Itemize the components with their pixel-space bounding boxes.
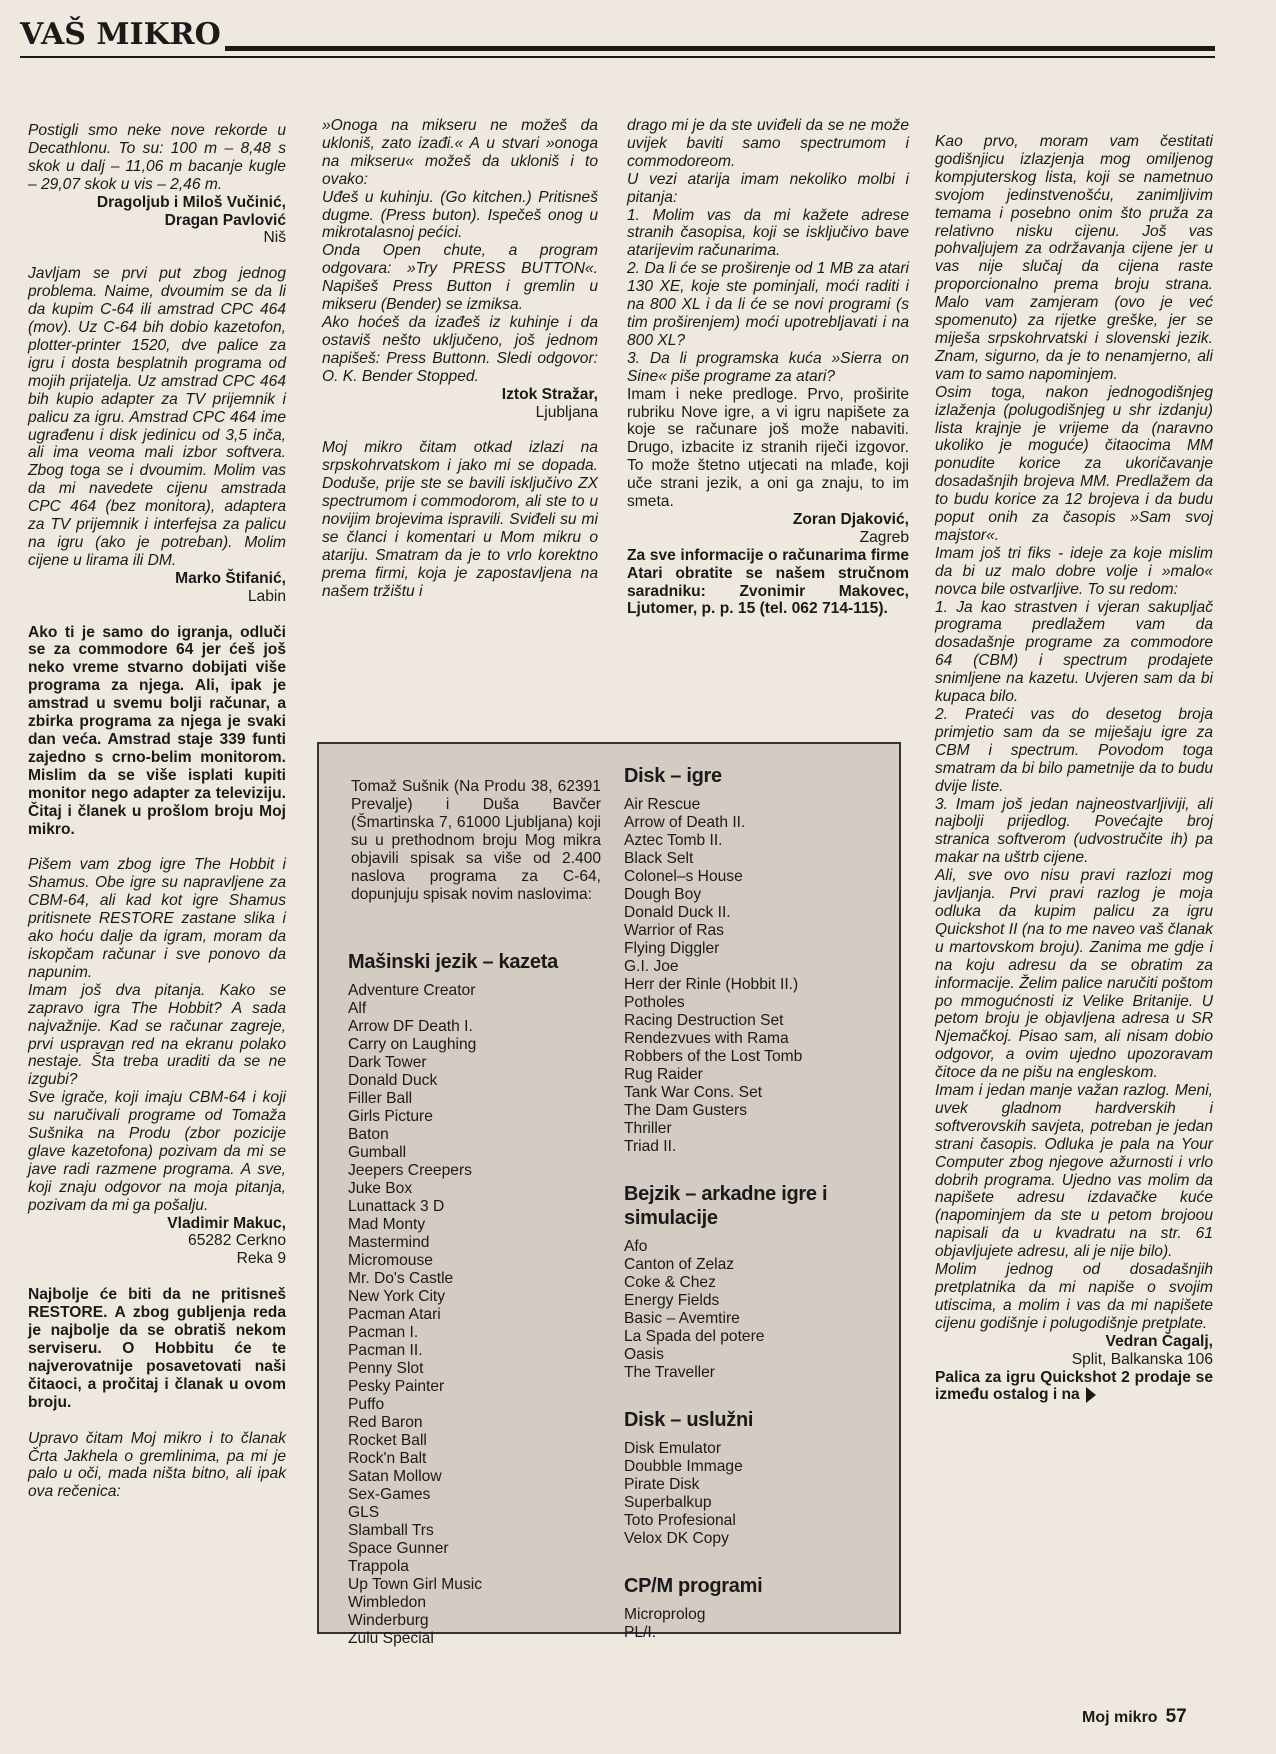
program-list [348, 982, 598, 1648]
signature [322, 386, 598, 422]
list-item: Space Gunner [348, 1540, 449, 1557]
list-item: Dough Boy [624, 886, 702, 903]
program-list-box [317, 742, 901, 1647]
list-item: Up Town Girl Music [348, 1576, 483, 1593]
list-item: Rug Raider [624, 1066, 703, 1083]
list-item: Basic – Avemtire [624, 1310, 740, 1327]
signature-name: Dragan Pavlović [164, 211, 286, 229]
list-item: Aztec Tomb II. [624, 832, 723, 849]
list-item: Filler Ball [348, 1090, 413, 1107]
list-item: Donald Duck [348, 1072, 438, 1089]
signature-city: Labin [247, 587, 286, 605]
list-item: Mad Monty [348, 1216, 426, 1233]
signature-name: Zoran Djaković, [792, 510, 909, 528]
signature-name: Iztok Stražar, [501, 385, 598, 403]
page-footer [1082, 1706, 1187, 1728]
signature [935, 1333, 1213, 1369]
column-1 [28, 122, 286, 1501]
list-item: Wimbledon [348, 1594, 426, 1611]
list-item: Toto Profesional [624, 1512, 736, 1529]
letter-text: drago mi je da ste uviđeli da se ne može uvijek baviti samo spectrumom i commodoreom. [627, 117, 909, 170]
letter-text: 2. Da li će se proširenje od 1 MB za atari 130 XE, koje ste pominjali, moći raditi i na 800 XL i da li će se novi programi (s tim proširenjem) moći upotrebljavati i na 800 XL? [627, 260, 909, 349]
list-item: Triad II. [624, 1138, 677, 1155]
letter-text: Imam još tri fiks - ideje za koje mislim da bi uz malo dobre volje i »malo« novca bile ostvarljive. To su redom: [935, 544, 1213, 598]
category-heading: Disk – igre [624, 765, 722, 787]
letter-text: U vezi atarija imam nekoliko molbi i pitanja: [627, 170, 909, 206]
list-item: Oasis [624, 1346, 664, 1363]
reply-text: Palica za igru Quickshot 2 prodaje se između ostalog i na [935, 1368, 1213, 1404]
letter-text: 1. Ja kao strastven i vjeran sakupljač programa predlažem vam da dosadašnje programe za commodore 64 (CBM) i spectrum prodajete snimljene na kazetu. Uvjeren sam da bi kupaca bilo. [935, 598, 1213, 706]
letter-text: Kao prvo, moram vam čestitati godišnjicu izlazjenja mog omiljenog kompjuterskog lista, koji se nametnuo svojom jedinstvenošću, zanimljivim temama i posebno onim što pruža za relativno nisku cijenu. Još vas pohvaljujem za održavanja cijene jer u vas nije slučaj da cijena raste proporcionalno prema broju strana. Malo vam zamjeram (ovo je već spomenuto) za rijetke greške, jer se miješa srpskohrvatski i slovenski jezik. Znam, sigurno, da je to nenamjerno, ali vam to samo napominjem. [935, 133, 1213, 383]
list-item: Jeepers Creepers [348, 1162, 472, 1179]
list-item: New York City [348, 1288, 446, 1305]
letter-text: Javljam se prvi put zbog jednog problema. Naime, dvoumim se da li da kupim C-64 ili amstrad CPC 464 (mov). Uz C-64 bih dobio kazetofon, plotter-printer 1520, dve palice za igru i dosta besplatnih programa od mojih prijatelja. Uz amstrad CPC 464 bih kupio adapter za TV prijemnik i palicu za igru. Amstrad CPC 464 ime ugrađenu i disk jedinicu od 3,5 inča, ali ima veoma mali izbor softvera. Zbog toga se i dvoumim. Molim vas da mi navedete cijenu amstrada CPC 464 (bez monitora), adaptera za TV prijemnik i interfejsa za palicu na igru (ako je potreban). Molim cijene u lirama ili DM. [28, 265, 286, 569]
list-item: Girls Picture [348, 1108, 433, 1125]
list-item: Micromouse [348, 1252, 433, 1269]
list-item: Pesky Painter [348, 1378, 445, 1395]
editor-reply: Najbolje će biti da ne pritisneš RESTORE. A zbog gubljenja reda je najbolje da se obratiš nekom serviseru. O Hobbitu će te najverovatnije posavetovati naši čitaoci, a pročitaj i članak u ovom broju. [28, 1286, 286, 1411]
letter-text: Imam i jedan manje važan razlog. Meni, uvek gladnom hardverskih i softverovskih savjeta, potreban je jedan strani časopis. Odluka je pala na Your Computer zbog njegove ažurnosti i vrlo dobrih programa. Ujedno vas molim da napišete adresu izdavačke kuće (napominjem da ste u petom brojoou napisali da u kvadratu na str. 61 objavljujete adresu, ali je nije bilo). [935, 1082, 1213, 1261]
list-item: Flying Diggler [624, 940, 720, 957]
category-heading: Disk – uslužni [624, 1409, 754, 1431]
category-heading: Mašinski jezik – kazeta [348, 951, 558, 973]
letter-text: 3. Imam još jedan najneostvarljiviji, ali najbolji prijedlog. Povećajte broj stranica softverom (udvostručite ih) pa makar na uštrb cijene. [935, 795, 1213, 867]
editor-reply [935, 1369, 1213, 1405]
list-item: Air Rescue [624, 796, 701, 813]
category-heading: CP/M programi [624, 1575, 763, 1597]
magazine-name: Moj mikro [1082, 1709, 1158, 1726]
column-3 [627, 117, 909, 618]
list-item: Arrow of Death II. [624, 814, 746, 831]
signature-name: Vladimir Makuc, [167, 1214, 286, 1232]
list-item: Tank War Cons. Set [624, 1084, 763, 1101]
signature-city: Niš [263, 229, 286, 247]
letter-text: Uđeš u kuhinju. (Go kitchen.) Pritisneš dugme. (Press buton). Ispečeš onog u mikrotalasnoj pećici. [322, 188, 598, 242]
list-item: Carry on Laughing [348, 1036, 477, 1053]
program-list [624, 1238, 884, 1382]
list-item: Donald Duck II. [624, 904, 731, 921]
list-item: Mr. Do's Castle [348, 1270, 454, 1287]
program-list [624, 796, 884, 1156]
category-heading: Bejzik – arkadne igre i simulacije [624, 1183, 828, 1229]
signature-address: Split, Balkanska 106 [1071, 1350, 1213, 1368]
section-title: VAŠ MIKRO [20, 17, 221, 52]
column-4 [935, 133, 1213, 1404]
letter-text: Ako hoćeš da izađeš iz kuhinje i da ostaviš nešto uključeno, još jednom napišeš: Press Buttonn. Sledi odgovor: O. K. Bender Stopped. [322, 313, 598, 385]
signature-city: Ljubljana [535, 403, 598, 421]
list-item: Warrior of Ras [624, 922, 724, 939]
list-item: Afo [624, 1238, 648, 1255]
program-list [624, 1606, 884, 1642]
list-item: Coke & Chez [624, 1274, 716, 1291]
list-left [348, 950, 598, 1648]
signature [627, 511, 909, 547]
continue-arrow-icon [1086, 1387, 1096, 1403]
list-item: Adventure Creator [348, 982, 476, 999]
list-item: Canton of Zelaz [624, 1256, 735, 1273]
list-item: Microprolog [624, 1606, 706, 1623]
list-item: G.I. Joe [624, 958, 679, 975]
editor-reply: Za sve informacije o računarima firme Atari obratite se našem stručnom saradniku: Zvonimir Makovec, Ljutomer, p. p. 15 (tel. 062 714-115). [627, 546, 909, 618]
letter-text: »Onoga na mikseru ne možeš da ukloniš, zato izađi.« A u stvari »onoga na mikseru« možeš da ukloniš i to ovako: [322, 117, 598, 188]
letter-text: 3. Da li programska kuća »Sierra on Sine« piše programe za atari? [627, 349, 909, 385]
signature-city: Zagreb [859, 528, 909, 546]
signature [28, 1215, 286, 1269]
list-item: Doubble Immage [624, 1458, 743, 1475]
list-item: Black Selt [624, 850, 694, 867]
signature-address: Reka 9 [236, 1250, 286, 1268]
letter-text: Imam i neke predloge. Prvo, proširite rubriku Nove igre, a vi igru napišete za koje se računare još može nabaviti. Drugo, izbacite iz stranih riječi izgovor. To može štetno utjecati na mlađe, koji uče strani jezik, a oni ga znaju, to im smeta. [627, 385, 909, 511]
list-item: Velox DK Copy [624, 1530, 729, 1547]
column-2 [322, 117, 598, 601]
editor-reply: Ako ti je samo do igranja, odluči se za commodore 64 jer ćeš još neko vreme stvarno dobijati više programa za njega. Ali, ipak je amstrad u svemu bolji računar, a zbirka programa za njega je svaki dan veća. Amstrad staje 339 funti zajedno s crno-belim monitorom. Mislim da se više isplati kupiti monitor nego adapter za televiziju. Čitaj i članek u prošlom broju Moj mikro. [28, 623, 286, 838]
list-item: Energy Fields [624, 1292, 720, 1309]
list-item: Superbalkup [624, 1494, 712, 1511]
list-intro: Tomaž Sušnik (Na Produ 38, 62391 Prevalje) i Duša Bavčer (Šmartinska 7, 61000 Ljubljana) koji su u prethodnom broju Mog mikra objavili spisak sa više od 2.400 naslova programa za C-64, dopunjuju spisak novim naslovima: [351, 777, 601, 903]
list-item: Pacman Atari [348, 1306, 441, 1323]
letter-text: Pišem vam zbog igre The Hobbit i Shamus. Obe igre su napravljene za CBM-64, ali kad kot igre Shamus pritisnete RESTORE zastane slika i ako hoću dalje da igram, moram da iskopčam računar i sve ponovo da napunim. [28, 856, 286, 981]
list-item: Potholes [624, 994, 685, 1011]
signature [28, 570, 286, 606]
list-item: PL/I. [624, 1624, 657, 1641]
page-number: 57 [1165, 1706, 1187, 1727]
list-item: Disk Emulator [624, 1440, 722, 1457]
list-item: Alf [348, 1000, 367, 1017]
signature-name: Dragoljub i Miloš Vučinić, [96, 193, 286, 211]
letter-text: Upravo čitam Moj mikro i to članak Črta Jakhela o gremlinima, pa mi je palo u oči, mada ništa bitno, ali ipak ova rečenica: [28, 1429, 286, 1501]
list-item: The Traveller [624, 1364, 715, 1381]
list-item: Racing Destruction Set [624, 1012, 784, 1029]
header-underline [20, 56, 1215, 58]
signature-name: Vedran Čagalj, [1105, 1332, 1213, 1350]
list-item: La Spada del potere [624, 1328, 765, 1345]
list-item: Pirate Disk [624, 1476, 700, 1493]
list-item: Winderburg [348, 1612, 429, 1629]
signature-address: 65282 Cerkno [188, 1232, 286, 1250]
header-rule [225, 46, 1215, 51]
list-item: Robbers of the Lost Tomb [624, 1048, 803, 1065]
list-item: Gumball [348, 1144, 407, 1161]
list-item: Slamball Trs [348, 1522, 434, 1539]
signature [28, 194, 286, 248]
list-item: Pacman I. [348, 1324, 419, 1341]
letter-text: 2. Prateći vas do desetog broja primjetio sam da se miješaju igre za CBM i spectrum. Povodom toga smatram da bi bilo pametnije da to budu dvije liste. [935, 706, 1213, 795]
letter-text: Sve igrače, koji imaju CBM-64 i koji su naručivali programe od Tomaža Sušnika na Produ (zbor pozicije glave kazetofona) pozivam da mi se jave radi razmene programa. A sve, koji znaju odgovor na moja pitanja, pozivam da mi ga pošalju. [28, 1089, 286, 1214]
list-item: Zulu Special [348, 1630, 434, 1647]
list-item: Red Baron [348, 1414, 423, 1431]
letter-text: Ali, sve ovo nisu pravi razlozi mog javljanja. Prvi pravi razlog je moja odluka da kupim palicu za igru Quickshot II (na to me naveo vaš članak u martovskom broju). Zanima me gdje i na koju adresu da se obratim za informacije. Želim palice naručiti poštom po mmogućnosti iz Velike Britanije. U petom broju je objavljena adresa u SR Njemačkoj. Pisao sam, ali nisam dobio odgovor, a ovim ujedno upozoravam čitoce da ne pišu na engleskom. [935, 867, 1213, 1082]
letter-text: Moj mikro čitam otkad izlazi na srpskohrvatskom i jako mi se dopada. Doduše, prije ste se bavili isključivo ZX spectrumom i commodorom, ali ste to u novijim brojevima ispravili. Sviđeli su mi se članci i komentari u Mom mikru o atariju. Smatram da je to vrlo korektno prema firmi, koja je zapostavljena na našem tržištu i [322, 439, 598, 600]
letter-text: Imam još dva pitanja. Kako se zapravo igra The Hobbit? A sada najvažnije. Kad se računar zagreje, prvi usprava̲n red na ekranu polako nestaje. Šta treba uraditi da se ne izgubi? [28, 981, 286, 1089]
list-item: Trappola [348, 1558, 409, 1575]
letter-text: Postigli smo neke nove rekorde u Decathlonu. To su: 100 m – 8,48 s skok u dalj – 11,06 m bacanje kugle – 29,07 skok u vis – 2,46 m. [28, 122, 286, 193]
list-item: Dark Tower [348, 1054, 427, 1071]
list-item: Rocket Ball [348, 1432, 427, 1449]
list-item: Rock'n Balt [348, 1450, 427, 1467]
list-item: Satan Mollow [348, 1468, 442, 1485]
list-item: Pacman II. [348, 1342, 423, 1359]
page-header [20, 18, 1215, 58]
list-item: Penny Slot [348, 1360, 424, 1377]
list-item: Colonel–s House [624, 868, 743, 885]
list-item: Mastermind [348, 1234, 430, 1251]
list-item: Arrow DF Death I. [348, 1018, 473, 1035]
list-right [624, 764, 884, 1642]
signature-name: Marko Štifanić, [175, 569, 286, 587]
list-item: Thriller [624, 1120, 672, 1137]
list-item: Rendezvues with Rama [624, 1030, 789, 1047]
list-item: Herr der Rinle (Hobbit II.) [624, 976, 799, 993]
list-item: Puffo [348, 1396, 385, 1413]
letter-text: Onda Open chute, a program odgovara: »Try PRESS BUTTON«. Napišeš Press Button i gremlin u mikseru (Bender) se izmiksa. [322, 242, 598, 314]
program-list [624, 1440, 884, 1548]
list-item: The Dam Gusters [624, 1102, 748, 1119]
letter-text: Osim toga, nakon jednogodišnjeg izlaženja (polugodišnjeg u shr izdanju) lista krajnje je vrijeme da (naravno ukoliko je moguće) čitaocima MM ponudite korice za ukoričavanje dosadašnjih brojeva MM. Predlažem da to budu korice za 12 brojeva i da budu poput onih za časopis »Sam svoj majstor«. [935, 383, 1213, 544]
letter-text: Molim jednog od dosadašnjih pretplatnika da mi napiše o svojim utiscima, a molim i vas da mi napišete cijenu godišnje i polugodišnje pretplate. [935, 1261, 1213, 1332]
list-item: Juke Box [348, 1180, 413, 1197]
list-item: GLS [348, 1504, 380, 1521]
letter-text: 1. Molim vas da mi kažete adrese stranih časopisa, koji se isključivo bave atarijevim računarima. [627, 206, 909, 260]
list-item: Lunattack 3 D [348, 1198, 445, 1215]
list-item: Baton [348, 1126, 389, 1143]
list-item: Sex-Games [348, 1486, 431, 1503]
